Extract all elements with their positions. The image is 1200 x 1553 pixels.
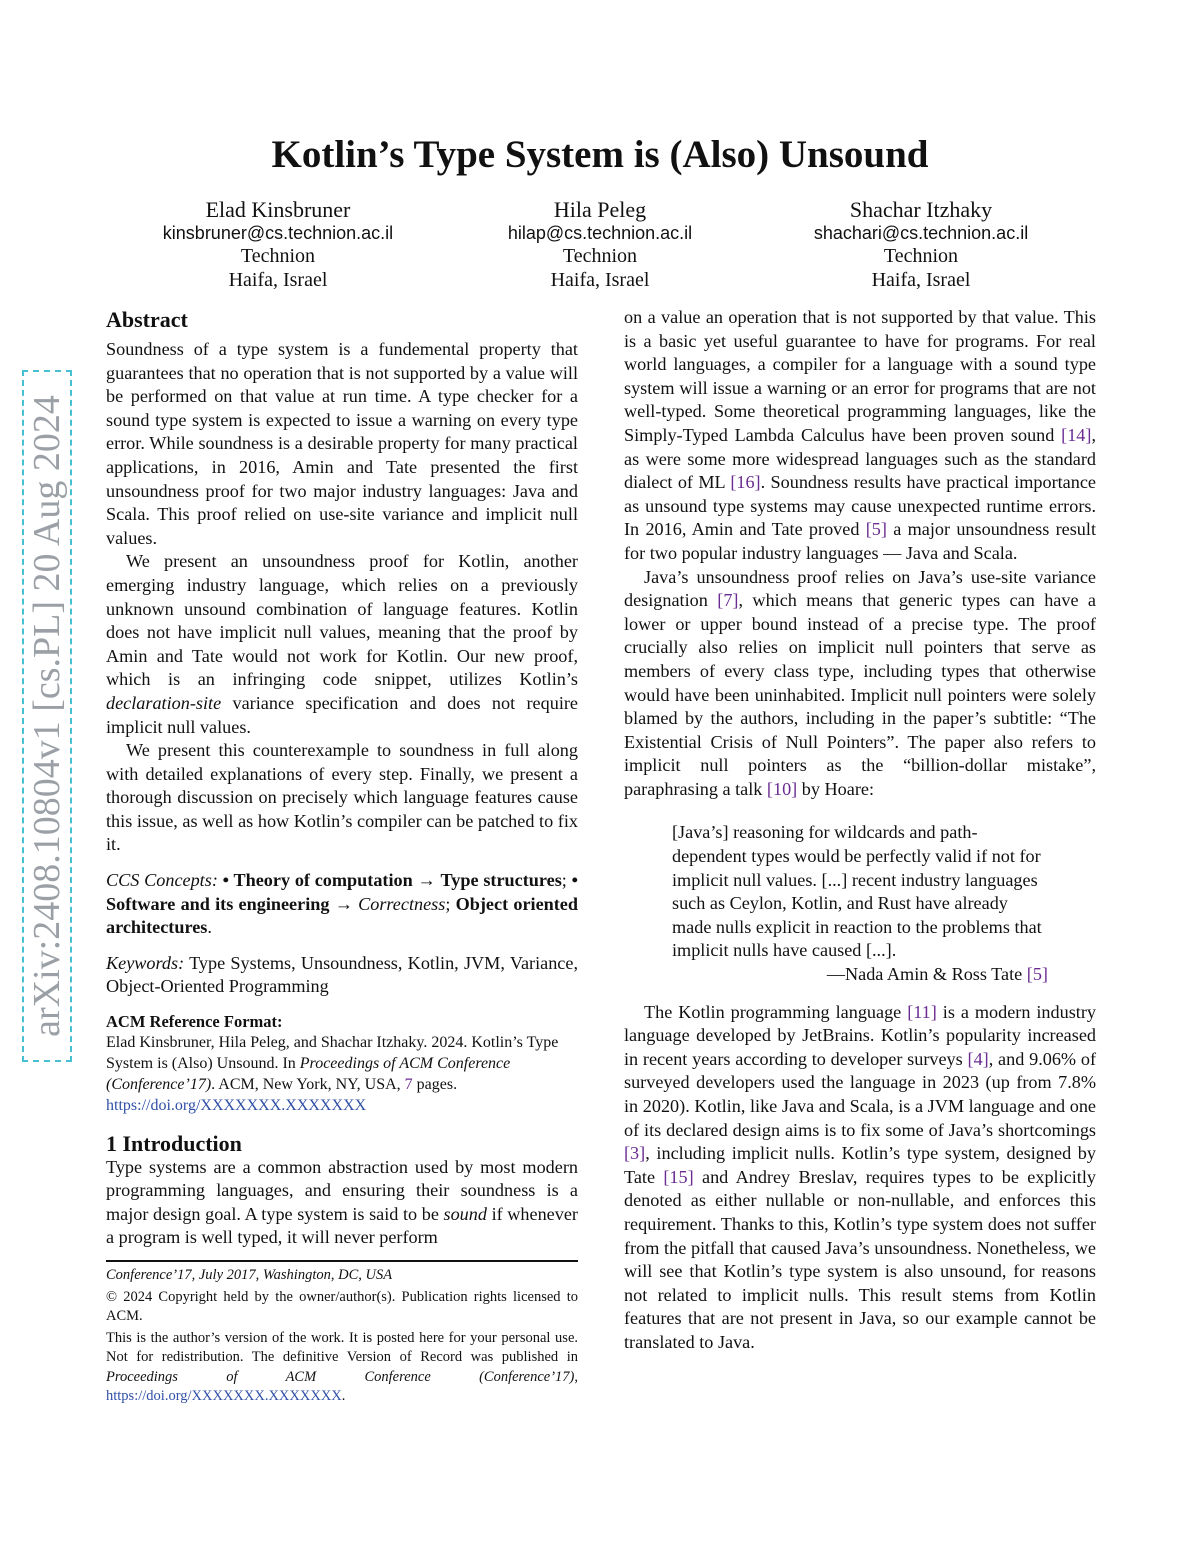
acm-ref-pages-link[interactable]: 7 bbox=[404, 1076, 413, 1094]
footnote bbox=[106, 1260, 578, 1407]
body-text: Java’s unsoundness proof relies on Java’s use-site variance designation bbox=[624, 566, 1096, 611]
acm-reference-heading: ACM Reference Format: bbox=[106, 1012, 283, 1032]
footnote-version bbox=[106, 1329, 578, 1407]
body-text: , which means that generic types can have a lower or upper bound instead of a precise type. The proof crucially also relies on implicit null pointers that serve as members of every class type, including types that otherwise would have been uninhabited. Implicit null pointers were solely blamed by the authors, including in the paper’s subtitle: “The Existential Crisis of Null Pointers”. The paper also refers to implicit null pointers as the “billion-dollar mistake”, paraphrasing a talk bbox=[624, 590, 1096, 799]
block-quote bbox=[672, 821, 1048, 986]
keywords-text: Type Systems, Unsoundness, Kotlin, JVM, Variance, Object-Oriented Programming bbox=[106, 952, 578, 997]
author-name: Elad Kinsbruner bbox=[205, 197, 351, 222]
author-name: Shachar Itzhaky bbox=[849, 197, 993, 222]
author-name: Hila Peleg bbox=[553, 197, 647, 222]
ccs-end: . bbox=[207, 917, 212, 938]
intro-text: Type systems are a common abstraction used by most modern programming languages, and ensuring their soundness is a major design goal. A type system is said to be bbox=[106, 1156, 578, 1224]
author-block-2 bbox=[430, 198, 770, 292]
footnote-text: This is the author’s version of the work. It is posted here for your personal use. Not for redistribution. The definitive Version of Record was published in bbox=[106, 1329, 578, 1365]
body-text: by Hoare: bbox=[797, 778, 874, 799]
intro-emphasis: sound bbox=[443, 1203, 487, 1224]
section-heading-introduction: 1 Introduction bbox=[106, 1131, 242, 1157]
abstract-paragraph-1: Soundness of a type system is a fundemental property that guarantees that no operation that is not supported by a value will be performed on that value at run time. A type checker for a sound type system is expected to issue a warning on every type error. While soundness is a desirable property for many practical applications, in 2016, Amin and Tate presented the first unsoundness proof for two major industry languages: Java and Scala. This proof relied on use-site variance and implicit null values. bbox=[106, 339, 578, 548]
author-location: Haifa, Israel bbox=[550, 268, 650, 291]
body-text: , including implicit nulls. Kotlin’s type system, designed by Tate bbox=[624, 1143, 1096, 1187]
ccs-arrow: → bbox=[329, 893, 359, 914]
acm-ref-text: . ACM, New York, NY, USA, bbox=[211, 1076, 405, 1094]
ccs-item-2a: Correctness bbox=[358, 893, 446, 914]
quote-attribution bbox=[672, 963, 1048, 987]
acm-ref-doi-link[interactable]: https://doi.org/XXXXXXX.XXXXXXX bbox=[106, 1097, 367, 1115]
quote-text: [Java’s] reasoning for wildcards and path-dependent types would be perfectly valid if not for implicit null values. [...] recent industry languages such as Ceylon, Kotlin, and Rust have already made nulls explicit in reaction to the problems that implicit nulls have caused [...]. bbox=[672, 822, 1042, 961]
citation-link[interactable]: [10] bbox=[766, 778, 798, 799]
author-email: shachari@cs.technion.ac.il bbox=[813, 222, 1029, 243]
ccs-label: CCS Concepts: bbox=[106, 870, 218, 891]
citation-link[interactable]: [5] bbox=[1026, 964, 1048, 985]
intro-continued-paragraph-1 bbox=[624, 306, 1096, 566]
author-block-1 bbox=[108, 198, 448, 292]
intro-continued-paragraph-3 bbox=[624, 1001, 1096, 1355]
citation-link[interactable]: [16] bbox=[730, 472, 761, 493]
arxiv-stamp-text: arXiv:2408.10804v1 [cs.PL] 20 Aug 2024 bbox=[26, 395, 68, 1037]
ccs-item-2b: Object oriented architectures bbox=[106, 893, 578, 938]
author-affiliation: Technion bbox=[562, 245, 638, 267]
ccs-bullet-1: • Theory of computation bbox=[222, 870, 413, 891]
footnote-text: , bbox=[574, 1368, 578, 1385]
footnote-venue-em: Proceedings of ACM Conference (Conference’17) bbox=[106, 1368, 575, 1385]
ccs-concepts bbox=[106, 869, 578, 940]
body-text: , and 9.06% of surveyed developers used the language in 2023 (up from 7.8% in 2020). Kotlin, like Java and Scala, is a JVM language and one of its declared design aims is to fix some of Java’s shortcomings bbox=[624, 1048, 1097, 1140]
abstract-heading: Abstract bbox=[106, 307, 188, 332]
citation-link[interactable]: [11] bbox=[907, 1001, 937, 1022]
body-text: a major unsoundness result for two popular industry languages — Java and Scala. bbox=[624, 519, 1096, 563]
intro-paragraph bbox=[106, 1156, 578, 1250]
abstract-emphasis: declaration-site bbox=[106, 692, 222, 713]
author-email: hilap@cs.technion.ac.il bbox=[507, 222, 693, 243]
quote-author: —Nada Amin & Ross Tate bbox=[826, 964, 1027, 985]
arxiv-stamp[interactable] bbox=[22, 370, 72, 1062]
footnote-end: . bbox=[341, 1388, 346, 1404]
abstract-paragraph-2 bbox=[106, 550, 578, 739]
body-text: and Andrey Breslav, requires types to be explicitly denoted as either nullable or non-nullable, and enforces this requirement. Thanks to this, Kotlin’s type system does not suffer from the pitfall that caused Java’s unsoundness. Nonetheless, we will see that Kotlin’s type system is also unsound, for reasons not related to implicit nulls. This result stems from Kotlin features that are not present in Java, so our example cannot be translated to Java. bbox=[624, 1166, 1096, 1352]
acm-reference bbox=[106, 1032, 578, 1116]
author-affiliation: Technion bbox=[240, 245, 316, 267]
body-text: is a modern industry language developed by JetBrains. Kotlin’s popularity increased in recent years according to developer surveys bbox=[624, 1001, 1096, 1069]
acm-ref-text: pages. bbox=[412, 1076, 458, 1094]
citation-link[interactable]: [7] bbox=[717, 590, 739, 611]
paper-title: Kotlin’s Type System is (Also) Unsound bbox=[271, 133, 929, 176]
author-block-3 bbox=[751, 198, 1091, 292]
citation-link[interactable]: [3] bbox=[624, 1143, 646, 1164]
left-column bbox=[106, 306, 578, 1409]
ccs-arrow: → bbox=[412, 870, 441, 891]
citation-link[interactable]: [14] bbox=[1061, 424, 1092, 445]
intro-continued-paragraph-2 bbox=[624, 566, 1096, 802]
acm-ref-text: Elad Kinsbruner, Hila Peleg, and Shachar Itzhaky. 2024. Kotlin’s Type System is (Also) Unsound. In bbox=[106, 1034, 559, 1073]
author-affiliation: Technion bbox=[883, 245, 959, 267]
footnote-copyright: © 2024 Copyright held by the owner/author(s). Publication rights licensed to ACM. bbox=[106, 1288, 578, 1324]
intro-text: if whenever a program is well typed, it will never perform bbox=[106, 1203, 578, 1248]
abstract-text: variance specification and does not require implicit null values. bbox=[106, 692, 578, 737]
acm-ref-venue: Proceedings of ACM Conference (Conference’17) bbox=[106, 1055, 511, 1094]
abstract-text: We present an unsoundness proof for Kotlin, another emerging industry language, which relies on a previously unknown unsound combination of language features. Kotlin does not have implicit null values, meaning that the proof by Amin and Tate would not work for Kotlin. Our new proof, which is an infringing code snippet, utilizes Kotlin’s bbox=[106, 551, 578, 690]
body-text: , as were some more widespread languages such as the standard dialect of ML bbox=[624, 424, 1096, 493]
keywords bbox=[106, 952, 578, 999]
footnote-doi-link[interactable]: https://doi.org/XXXXXXX.XXXXXXX bbox=[106, 1388, 342, 1404]
citation-link[interactable]: [5] bbox=[865, 519, 887, 540]
right-column bbox=[624, 306, 1096, 1355]
author-email: kinsbruner@cs.technion.ac.il bbox=[162, 222, 394, 243]
ccs-sep: ; bbox=[445, 893, 456, 914]
author-location: Haifa, Israel bbox=[228, 268, 328, 291]
body-text: . Soundness results have practical importance as unsound type systems may cause unexpected runtime errors. In 2016, Amin and Tate proved bbox=[624, 472, 1096, 540]
citation-link[interactable]: [4] bbox=[967, 1048, 989, 1069]
body-text: The Kotlin programming language bbox=[644, 1001, 908, 1022]
ccs-sep: ; bbox=[561, 870, 572, 891]
ccs-item-1: Type structures bbox=[440, 870, 562, 891]
body-text: on a value an operation that is not supported by that value. This is a basic yet useful guarantee to have for programs. For real world languages, a compiler for a language with a sound type system will issue a warning or an error for programs that are not well-typed. Some theoretical programming languages, like the Simply-Typed Lambda Calculus have been proven sound bbox=[624, 307, 1096, 445]
author-location: Haifa, Israel bbox=[871, 268, 971, 291]
ccs-bullet-2: • Software and its engineering bbox=[106, 870, 578, 914]
citation-link[interactable]: [15] bbox=[663, 1166, 694, 1187]
keywords-label: Keywords: bbox=[106, 952, 185, 973]
abstract-paragraph-3: We present this counterexample to soundness in full along with detailed explanations of every step. Finally, we present a thorough discussion on precisely which language features cause this issue, as well as how Kotlin’s compiler can be patched to fix it. bbox=[106, 740, 578, 855]
footnote-venue: Conference’17, July 2017, Washington, DC, USA bbox=[106, 1267, 393, 1283]
